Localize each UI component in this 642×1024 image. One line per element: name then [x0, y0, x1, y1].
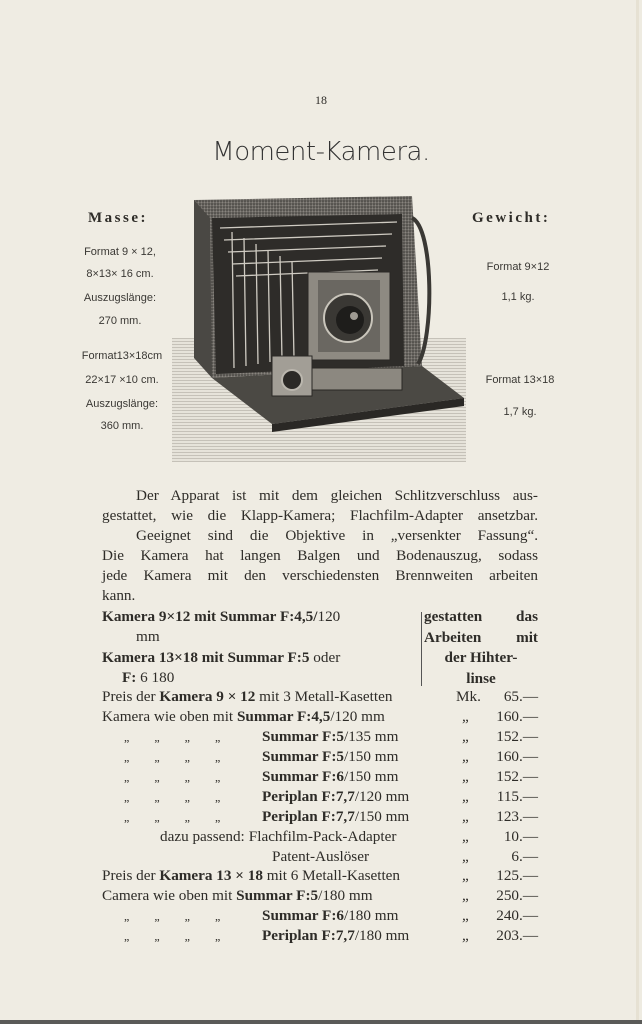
row-price: 160.— — [496, 748, 538, 765]
description-line: gestattet, wie die Klapp-Kamera; Flachfilm-Adapter ansetzbar. — [102, 507, 538, 524]
row-item: /120 mm — [354, 788, 410, 805]
row-item-bold: Summar F:5 — [262, 728, 344, 745]
row-item: mit 3 Metall-Kasetten — [255, 688, 393, 705]
row-item: /180 mm — [354, 927, 410, 944]
brace-line — [421, 612, 422, 686]
description-line: jede Kamera mit den verschiedensten Brennweiten arbeiten — [102, 567, 538, 584]
row-price: 65.— — [503, 688, 538, 705]
row-price: 6.— — [511, 848, 538, 865]
row-price: 152.— — [496, 728, 538, 745]
row-item: Patent-Auslöser — [272, 848, 370, 865]
row-price: 203.— — [496, 927, 538, 944]
lens-note-side — [424, 607, 538, 689]
row-item: /120 mm — [330, 708, 385, 725]
description-line: Die Kamera hat langen Balgen und Bodenauszug, sodass — [102, 547, 538, 564]
row-item-bold: Summar F:4,5 — [236, 708, 331, 725]
row-item-bold: Periplan F:7,7 — [262, 808, 355, 825]
row-item-bold: Summar F:5 — [262, 748, 344, 765]
row-unit: „ — [462, 927, 469, 944]
row-unit: „ — [462, 887, 469, 904]
lens-note-line — [122, 668, 322, 688]
row-item-bold: Summar F:5 — [236, 887, 319, 904]
side-line: der Hihter- — [444, 649, 518, 666]
price-row — [102, 747, 538, 767]
price-row — [102, 707, 538, 727]
page-title: Moment-Kamera. — [212, 137, 430, 167]
row-item-bold: Periplan F:7,7 — [262, 788, 355, 805]
lens-note-plain: 120 — [317, 608, 341, 625]
row-price: 160.— — [496, 708, 538, 725]
lens-note-bold: Kamera 9×12 mit Summar F:4,5/ — [102, 608, 318, 625]
lens-note-plain: 6 180 — [140, 669, 175, 686]
page-number: 18 — [315, 93, 327, 107]
lens-note-bold: Kamera 13×18 mit Summar F:5 — [102, 649, 310, 666]
row-unit: „ — [462, 788, 469, 805]
row-unit: „ — [462, 808, 469, 825]
row-item: /180 mm — [343, 907, 399, 924]
row-price: 250.— — [496, 887, 538, 904]
row-price: 240.— — [496, 907, 538, 924]
row-unit: „ — [462, 848, 469, 865]
gewicht-block-1 — [468, 261, 568, 303]
description-line: Der Apparat ist mit dem gleichen Schlitzverschluss aus- — [136, 487, 538, 504]
ditto-marks: „ „ „ „ — [124, 909, 221, 923]
masse-heading: Masse: — [88, 210, 148, 226]
price-row — [102, 847, 538, 867]
lens-note-line: mm — [136, 628, 160, 645]
row-item: /150 mm — [354, 808, 410, 825]
gewicht-line: Format 13×18 — [485, 374, 555, 386]
row-price: 125.— — [496, 867, 538, 884]
row-unit: „ — [462, 768, 469, 785]
masse-line: Auszugslänge: — [85, 398, 159, 410]
masse-line: 8×13× 16 cm. — [86, 268, 154, 280]
ditto-marks: „ „ „ „ — [124, 770, 221, 784]
price-row — [102, 787, 538, 807]
lens-note-bold: F: — [122, 669, 141, 686]
row-item: mit 6 Metall-Kasetten — [262, 867, 401, 884]
row-item-bold: Periplan F:7,7 — [262, 927, 355, 944]
row-price: 123.— — [496, 808, 538, 825]
gewicht-line: 1,7 kg. — [503, 406, 537, 418]
lens-note-plain: oder — [309, 649, 341, 666]
row-prefix: Preis der — [102, 867, 160, 884]
row-item-bold: Kamera 9 × 12 — [159, 688, 256, 705]
price-row — [102, 767, 538, 787]
gewicht-heading: Gewicht: — [472, 210, 551, 226]
row-unit: „ — [462, 907, 469, 924]
row-prefix: Preis der — [102, 688, 160, 705]
row-unit: „ — [462, 748, 469, 765]
row-item-bold: Summar F:6 — [262, 907, 344, 924]
gewicht-block-2 — [470, 374, 570, 418]
row-item: /150 mm — [343, 768, 399, 785]
gewicht-line: 1,1 kg. — [501, 291, 535, 303]
row-prefix: Camera wie oben mit — [102, 887, 237, 904]
camera-illustration — [172, 188, 466, 464]
masse-line: Format13×18cm — [81, 350, 163, 362]
masse-line: Auszugslänge: — [83, 292, 157, 304]
masse-line: Format 9 × 12, — [84, 246, 156, 258]
ditto-marks: „ „ „ „ — [124, 790, 221, 804]
row-price: 115.— — [496, 788, 538, 805]
ditto-marks: „ „ „ „ — [124, 929, 221, 943]
description-line: kann. — [102, 587, 136, 604]
row-item-bold: Summar F:6 — [262, 768, 344, 785]
row-prefix: Kamera wie oben mit — [102, 708, 237, 725]
masse-line: 360 mm. — [100, 420, 144, 432]
price-row — [102, 687, 538, 707]
price-row — [102, 906, 538, 926]
row-price: 152.— — [496, 768, 538, 785]
description-line: Geeignet sind die Objektive in „versenkter Fassung“. — [136, 527, 538, 544]
row-item: /180 mm — [318, 887, 373, 904]
price-row — [102, 727, 538, 747]
price-row — [102, 827, 538, 847]
row-unit: „ — [462, 708, 469, 725]
price-row — [102, 866, 538, 886]
price-row — [102, 807, 538, 827]
side-line: gestatten das — [424, 608, 538, 625]
gewicht-line: Format 9×12 — [486, 261, 550, 273]
price-row — [102, 926, 538, 946]
row-item: /150 mm — [343, 748, 399, 765]
masse-line: 22×17 ×10 cm. — [85, 374, 159, 386]
masse-block-1 — [62, 246, 178, 337]
side-line: linse — [466, 669, 496, 687]
ditto-marks: „ „ „ „ — [124, 730, 221, 744]
row-unit: „ — [462, 728, 469, 745]
row-unit: Mk. — [456, 688, 481, 705]
masse-block-2 — [64, 350, 180, 442]
ditto-marks: „ „ „ „ — [124, 810, 221, 824]
row-unit: „ — [462, 867, 469, 884]
row-item-bold: Kamera 13 × 18 — [159, 867, 263, 884]
page-edge-shadow — [0, 1020, 642, 1024]
row-price: 10.— — [503, 828, 538, 845]
row-unit: „ — [462, 828, 469, 845]
description-paragraph — [102, 486, 538, 606]
masse-line: 270 mm. — [98, 315, 142, 327]
row-item: /135 mm — [343, 728, 399, 745]
row-label: dazu passend: — [160, 828, 245, 845]
row-item: Flachfilm-Pack-Adapter — [248, 828, 397, 845]
ditto-marks: „ „ „ „ — [124, 750, 221, 764]
price-row — [102, 886, 538, 906]
side-line: Arbeiten mit — [424, 628, 538, 646]
